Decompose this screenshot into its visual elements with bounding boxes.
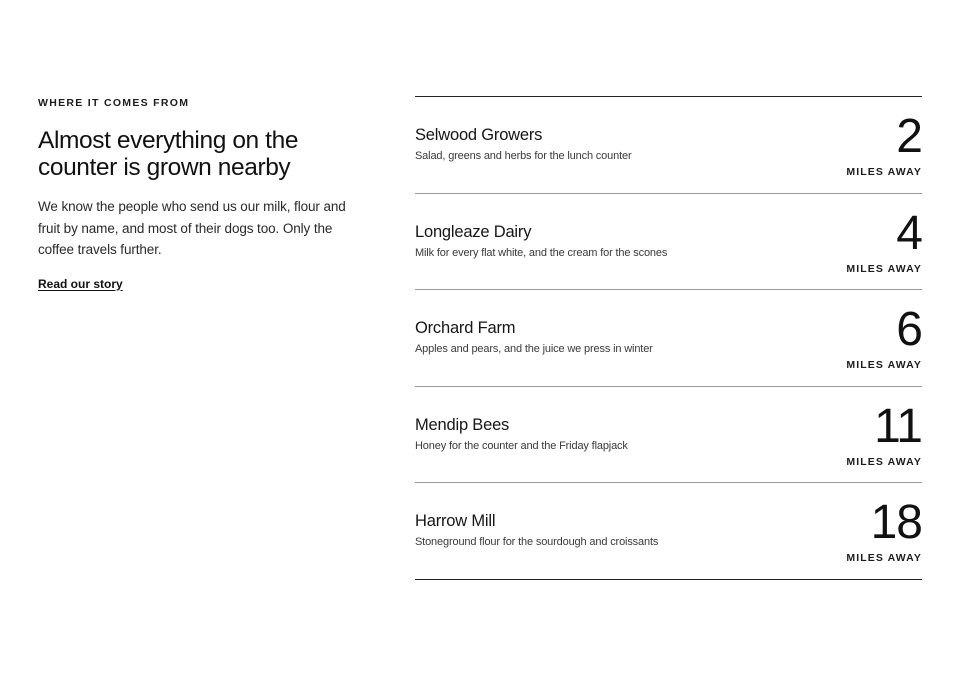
section-headline: Almost everything on the counter is grown nearby bbox=[38, 127, 299, 181]
supplier-row-longleaze-dairy bbox=[415, 194, 922, 291]
miles-label: MILES AWAY bbox=[846, 262, 922, 275]
supplier-description: Salad, greens and herbs for the lunch counter bbox=[415, 150, 632, 162]
section-eyebrow: WHERE IT COMES FROM bbox=[38, 97, 190, 109]
miles-number: 4 bbox=[896, 206, 922, 260]
supplier-description: Apples and pears, and the juice we press in winter bbox=[415, 343, 653, 356]
miles-number: 11 bbox=[874, 399, 922, 453]
supplier-row-orchard-farm bbox=[415, 290, 922, 387]
supplier-name: Orchard Farm bbox=[415, 319, 516, 338]
miles-number: 2 bbox=[896, 110, 922, 163]
supplier-list bbox=[415, 96, 922, 580]
intro-section bbox=[38, 96, 358, 293]
read-our-story-link[interactable]: Read our story bbox=[38, 276, 123, 291]
supplier-name: Harrow Mill bbox=[415, 512, 496, 531]
supplier-name: Mendip Bees bbox=[415, 415, 510, 434]
miles-number: 18 bbox=[870, 496, 922, 550]
miles-label: MILES AWAY bbox=[846, 455, 922, 468]
supplier-name: Longleaze Dairy bbox=[415, 222, 532, 241]
supplier-description: Honey for the counter and the Friday flapjack bbox=[415, 439, 628, 452]
supplier-row-harrow-mill bbox=[415, 483, 922, 580]
supplier-row-selwood-growers bbox=[415, 97, 922, 194]
supplier-description: Milk for every flat white, and the cream for the scones bbox=[415, 246, 668, 259]
miles-label: MILES AWAY bbox=[846, 552, 922, 565]
section-lede: We know the people who send us our milk, flour and fruit by name, and most of their dogs too. Only the coffee travels further. bbox=[38, 199, 346, 257]
miles-label: MILES AWAY bbox=[846, 359, 922, 372]
supplier-row-mendip-bees bbox=[415, 387, 922, 484]
miles-number: 6 bbox=[896, 303, 922, 357]
miles-label: MILES AWAY bbox=[846, 166, 922, 178]
supplier-name: Selwood Growers bbox=[415, 126, 543, 144]
supplier-description: Stoneground flour for the sourdough and croissants bbox=[415, 536, 659, 549]
